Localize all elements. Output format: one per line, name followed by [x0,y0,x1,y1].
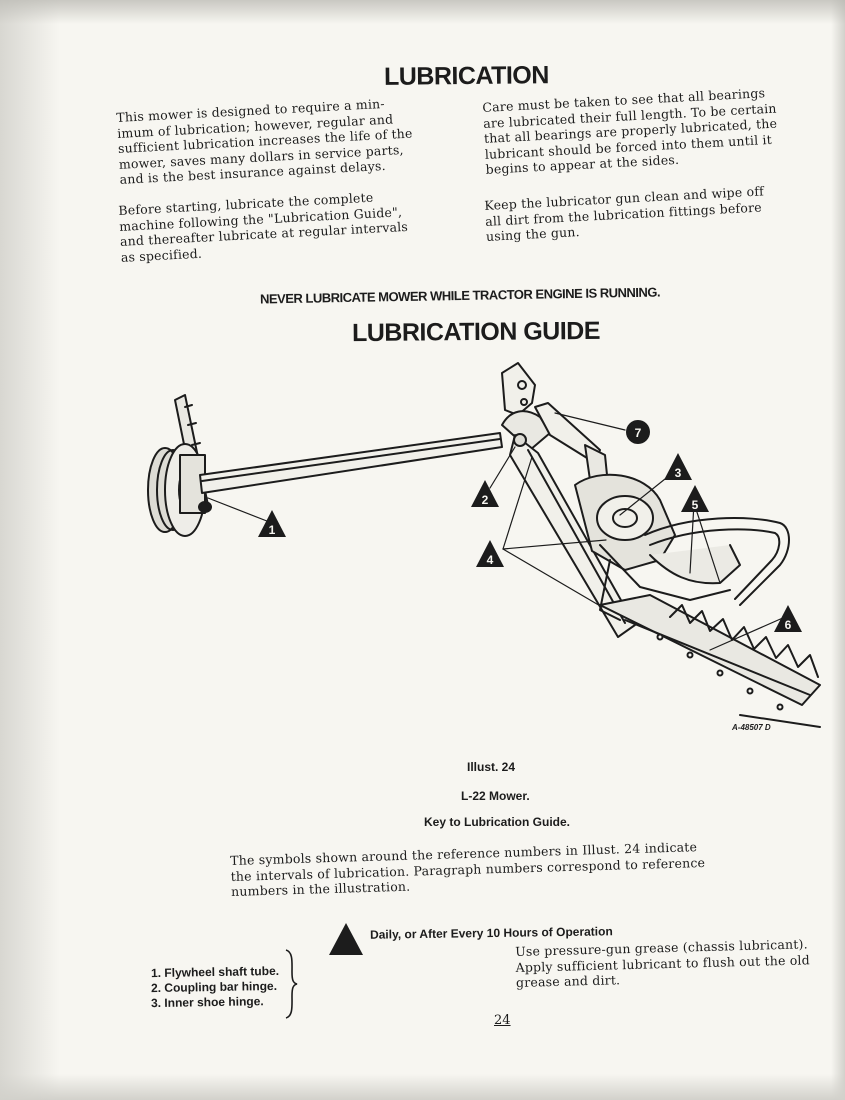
svg-text:3: 3 [674,466,682,480]
key-intro-paragraph: The symbols shown around the reference numbers in Illust. 24 indicate the intervals of lubrication. Paragraph numbers correspond to reference numbers in the illustration. [230,839,706,899]
page-shadow-left [0,0,60,1100]
mower-lubrication-diagram [130,355,830,745]
svg-text:7: 7 [634,426,642,440]
guide-title: LUBRICATION GUIDE [351,316,601,348]
warning-heading: NEVER LUBRICATE MOWER WHILE TRACTOR ENGINE IS RUNNING. [259,284,661,307]
callout-2 [471,480,499,507]
illustration-key-caption: Key to Lubrication Guide. [424,815,571,829]
page-shadow-top [0,0,845,24]
page-title: LUBRICATION [383,61,549,91]
list-item: 3. Inner shoe hinge. [150,994,264,1011]
callout-6 [774,605,802,632]
flywheel-shaft-tube [200,433,502,493]
list-item: 1. Flywheel shaft tube. [150,963,280,981]
callout-3 [664,453,692,480]
intro-paragraph-4: Keep the lubricator gun clean and wipe off all dirt from the lubrication fittings before using the gun. [484,183,765,244]
illustration-model: L-22 Mower. [461,789,530,803]
svg-text:6: 6 [784,618,792,632]
callout-4 [476,540,504,567]
illustration-code: A-48507 D [732,723,771,732]
intro-paragraph-1: This mower is designed to require a min- imum of lubrication; however, regular and sufficient lubrication increases the life of the mower, saves many dollars in service parts, and is the best insurance against delays. [116,95,413,187]
interval-instruction: Use pressure-gun grease (chassis lubricant). Apply sufficient lubricant to flush out the old grease and dirt. [515,936,811,990]
interval-item-list [151,965,279,1010]
page-shadow-bottom [0,1074,845,1100]
svg-text:5: 5 [691,498,699,512]
page-number: 24 [494,1013,511,1028]
callout-1 [258,510,286,537]
interval-heading: Daily, or After Every 10 Hours of Operation [369,924,613,942]
flywheel-pulley [148,395,211,536]
illustration-number: Illust. 24 [467,760,516,774]
right-brace [283,948,299,1020]
callout-7 [626,420,650,444]
intro-paragraph-3: Care must be taken to see that all bearings are lubricated their full length. To be certain that all bearings are properly lubricated, the lubricant should be forced into them until it begins to appear at the sides. [482,85,778,177]
svg-text:4: 4 [486,553,494,567]
callout-5 [681,485,709,512]
intro-paragraph-2: Before starting, lubricate the complete machine following the "Lubrication Guide", and thereafter lubricate at regular intervals as specified. [118,189,409,265]
svg-text:1: 1 [268,523,276,537]
svg-text:2: 2 [481,493,489,507]
triangle-icon [328,922,364,956]
list-item: 2. Coupling bar hinge. [150,978,278,996]
